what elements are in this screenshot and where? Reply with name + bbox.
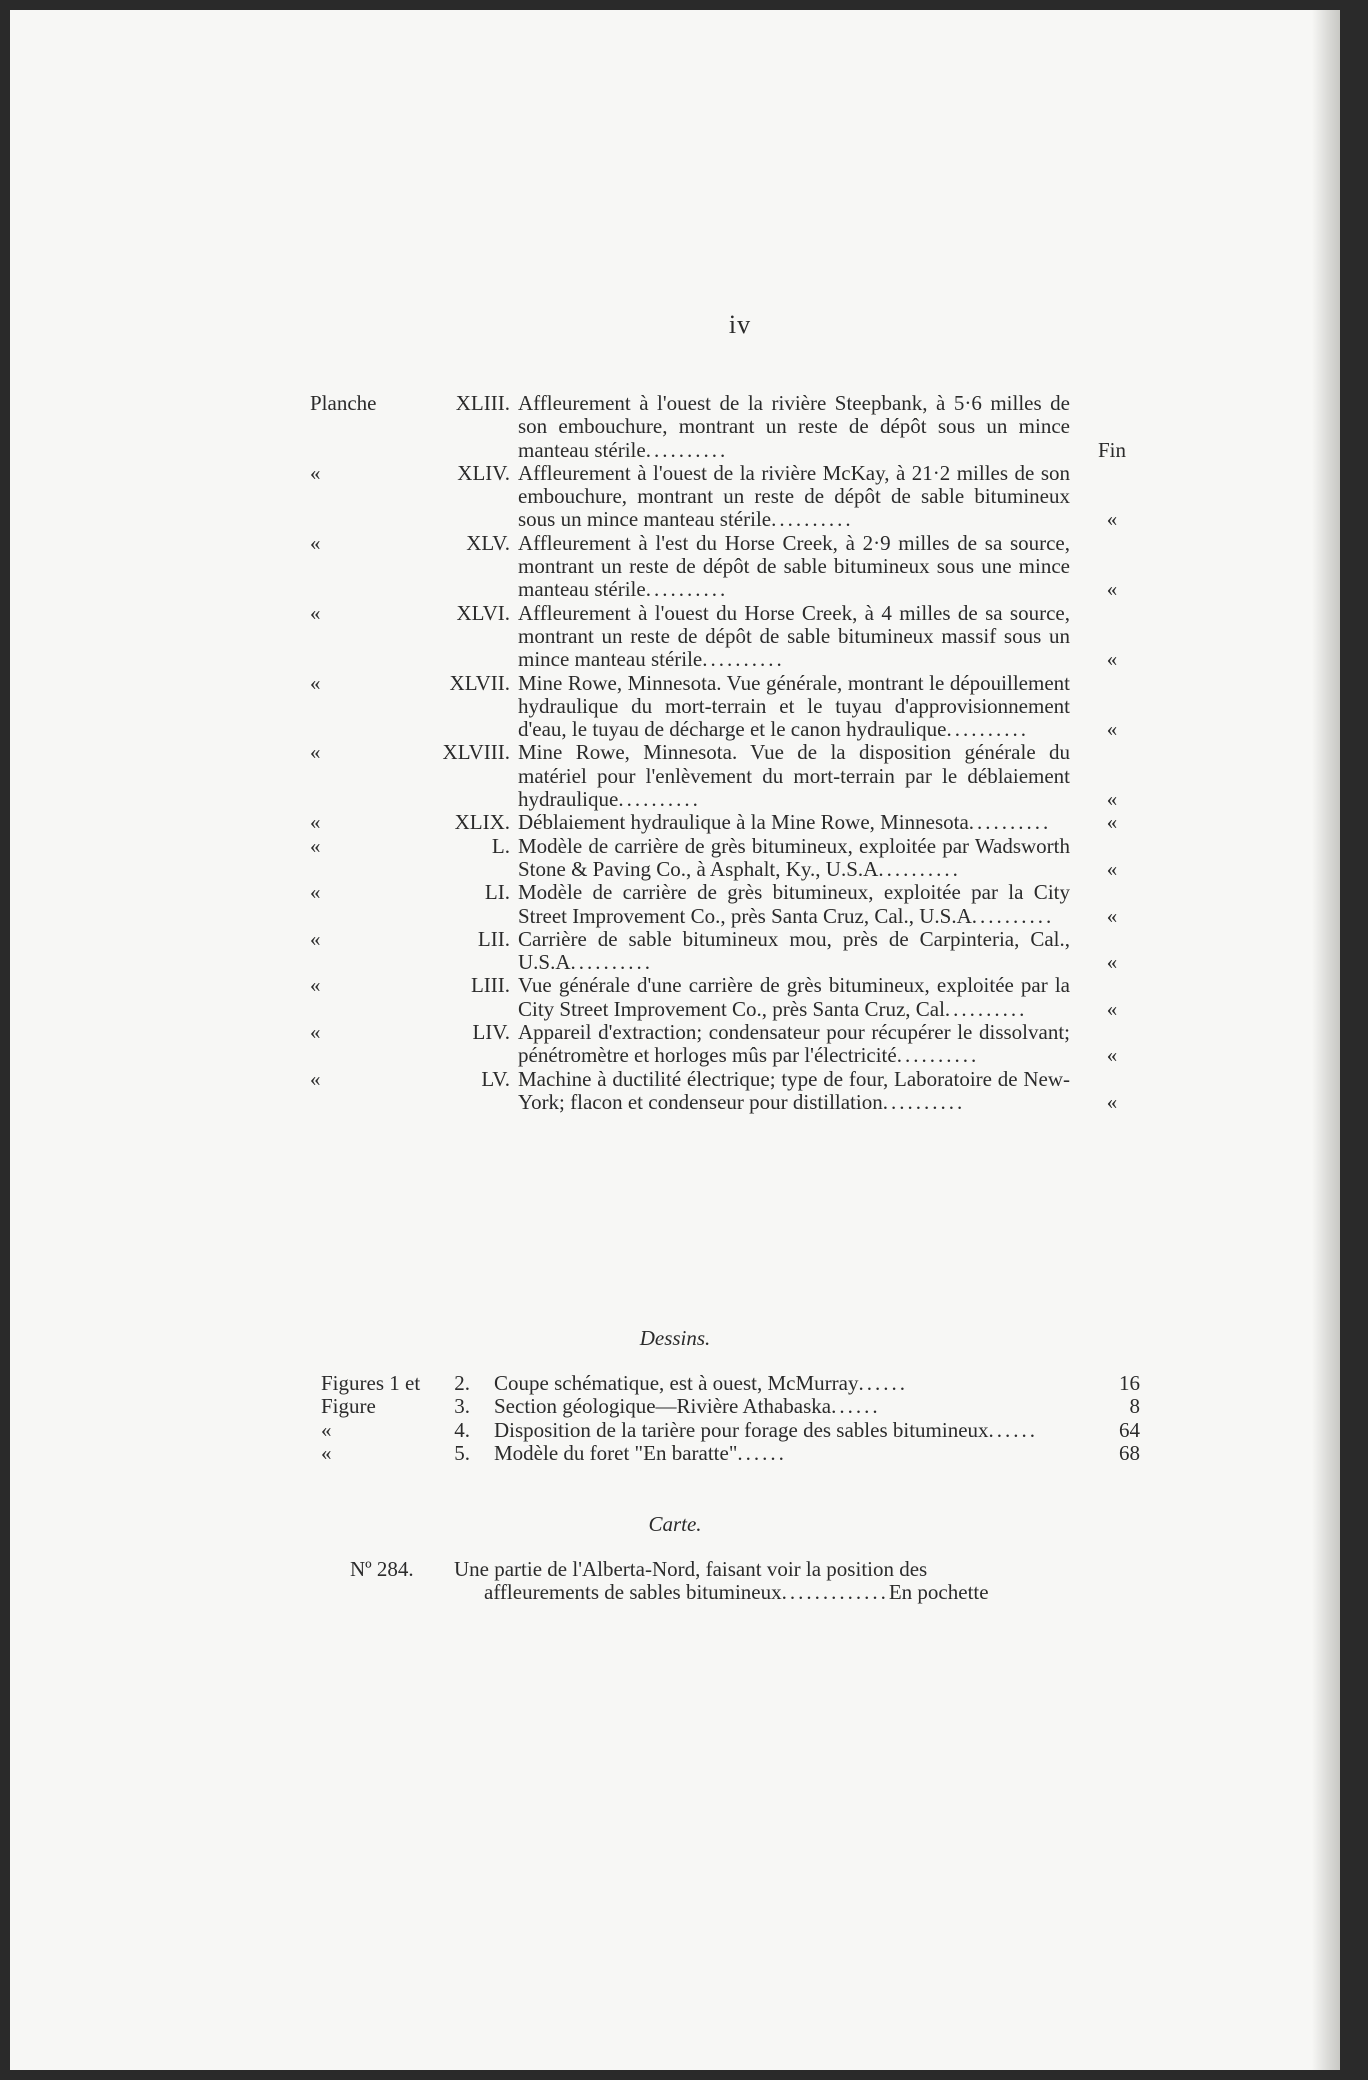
plate-description: Mine Rowe, Minnesota. Vue de la disposition générale du matériel pour l'enlèvement du mort-terrain par le déblaiement hydraulique bbox=[518, 740, 1070, 812]
figure-page: 16 bbox=[1119, 1371, 1140, 1395]
plate-entry: « LV. Machine à ductilité électrique; type de four, Laboratoire de New-York; flacon et condenseur pour distillation.......... « bbox=[10, 1068, 1070, 1115]
figure-entry: Figures 1 et 2. Coupe schématique, est à ouest, McMurray...... 16 bbox=[321, 1371, 1140, 1395]
plate-entry: Planche XLIII. Affleurement à l'ouest de la rivière Steepbank, à 5·6 milles de son embouchure, montrant un reste de dépôt sous un mince manteau stérile.......... Fin bbox=[10, 392, 1070, 462]
plate-entry: « LII. Carrière de sable bitumineux mou, près de Carpinteria, Cal., U.S.A.......... « bbox=[10, 928, 1070, 975]
plate-numeral: LIV. bbox=[472, 1020, 510, 1045]
plate-numeral: XLIV. bbox=[457, 460, 510, 485]
figure-page: 8 bbox=[1129, 1394, 1140, 1419]
plate-numeral: LIII. bbox=[470, 973, 510, 998]
figure-numeral: 4. bbox=[454, 1417, 470, 1442]
plate-numeral: XLVI. bbox=[456, 600, 510, 625]
plate-page: « bbox=[1106, 787, 1118, 812]
plates-list bbox=[10, 392, 1340, 1114]
plate-numeral: XLVII. bbox=[449, 670, 510, 695]
page-number: iv bbox=[728, 310, 752, 339]
plate-description: Affleurement à l'ouest de la rivière Steepbank, à 5·6 milles de son embouchure, montrant un reste de dépôt sous un mince manteau stérile bbox=[518, 391, 1070, 462]
plate-numeral: LV. bbox=[481, 1066, 510, 1091]
dessins-heading: Dessins. bbox=[639, 1326, 711, 1350]
plate-label: « bbox=[310, 600, 321, 625]
plate-numeral: L. bbox=[491, 833, 510, 858]
carte-label: Nº 284. bbox=[350, 1557, 414, 1581]
plate-label: « bbox=[310, 1020, 321, 1045]
plate-page: Fin bbox=[1097, 437, 1126, 462]
plate-page: « bbox=[1106, 507, 1118, 532]
plate-label: Planche bbox=[310, 391, 377, 415]
plate-page: « bbox=[1106, 810, 1118, 835]
plate-numeral: XLIX. bbox=[454, 810, 510, 835]
plate-page: « bbox=[1106, 950, 1118, 975]
figure-description: Modèle du foret "En baratte" bbox=[494, 1440, 738, 1465]
plate-page: « bbox=[1106, 996, 1118, 1021]
carte-heading: Carte. bbox=[648, 1512, 702, 1536]
figures-list bbox=[10, 1372, 1340, 1465]
plate-label: « bbox=[310, 740, 321, 765]
figure-page: 68 bbox=[1119, 1440, 1140, 1465]
plate-label: « bbox=[310, 670, 321, 695]
plate-description: Vue générale d'une carrière de grès bitumineux, exploitée par la City Street Improvement Co., près Santa Cruz, Cal bbox=[518, 973, 1070, 1021]
plate-description: Affleurement à l'ouest de la rivière McKay, à 21·2 milles de son embouchure, montrant un reste de dépôt de sable bitumineux sous un mince manteau stérile bbox=[518, 460, 1070, 532]
plate-entry: « LI. Modèle de carrière de grès bitumineux, exploitée par la City Street Improvement Co., près Santa Cruz, Cal., U.S.A.......... « bbox=[10, 881, 1070, 928]
plate-numeral: XLV. bbox=[466, 530, 510, 555]
plate-page: « bbox=[1106, 903, 1118, 928]
plate-description: Machine à ductilité électrique; type de four, Laboratoire de New-York; flacon et condenseur pour distillation bbox=[518, 1066, 1070, 1114]
figure-label: Figure bbox=[321, 1394, 376, 1419]
plate-entry: « XLIV. Affleurement à l'ouest de la rivière McKay, à 21·2 milles de son embouchure, montrant un reste de dépôt de sable bitumineux sous un mince manteau stérile.......... « bbox=[10, 462, 1070, 532]
plate-page: « bbox=[1106, 577, 1118, 602]
plate-description: Déblaiement hydraulique à la Mine Rowe, Minnesota bbox=[518, 810, 969, 835]
plate-description: Modèle de carrière de grès bitumineux, exploitée par Wadsworth Stone & Paving Co., à Asphalt, Ky., U.S.A bbox=[518, 833, 1070, 881]
plate-description: Mine Rowe, Minnesota. Vue générale, montrant le dépouillement hydraulique du mort-terrain et le tuyau d'approvisionnement d'eau, le tuyau de décharge et le canon hydraulique bbox=[518, 670, 1070, 742]
plate-page: « bbox=[1106, 717, 1118, 742]
plate-entry: « XLVII. Mine Rowe, Minnesota. Vue générale, montrant le dépouillement hydraulique du mort-terrain et le tuyau d'approvisionnement d'eau, le tuyau de décharge et le canon hydraulique.......... « bbox=[10, 672, 1070, 742]
plate-description: Affleurement à l'ouest du Horse Creek, à 4 milles de sa source, montrant un reste de dépôt de sable bitumineux massif sous un mince manteau stérile bbox=[518, 600, 1070, 672]
plate-entry: « LIII. Vue générale d'une carrière de grès bitumineux, exploitée par la City Street Improvement Co., près Santa Cruz, Cal.......... « bbox=[10, 974, 1070, 1021]
plate-numeral: XLIII. bbox=[455, 391, 510, 415]
document-page bbox=[10, 10, 1340, 2070]
plate-page: « bbox=[1106, 856, 1118, 881]
plate-description: Affleurement à l'est du Horse Creek, à 2·9 milles de sa source, montrant un reste de dépôt de sable bitumineux sous une mince manteau stérile bbox=[518, 530, 1070, 602]
plate-description: Modèle de carrière de grès bitumineux, exploitée par la City Street Improvement Co., près Santa Cruz, Cal., U.S.A bbox=[518, 880, 1070, 928]
figure-description: Disposition de la tarière pour forage des sables bitumineux bbox=[494, 1417, 989, 1442]
carte-page: En pochette bbox=[888, 1580, 989, 1605]
figure-description: Section géologique—Rivière Athabaska bbox=[494, 1394, 832, 1419]
plate-page: « bbox=[1106, 1089, 1118, 1114]
figure-entry: « 4. Disposition de la tarière pour forage des sables bitumineux...... 64 bbox=[321, 1417, 1140, 1442]
plate-label: « bbox=[310, 926, 321, 951]
figure-label: Figures 1 et bbox=[321, 1371, 421, 1395]
plate-description: Appareil d'extraction; condensateur pour récupérer le dissolvant; pénétromètre et horloges mûs par l'électricité bbox=[518, 1020, 1070, 1068]
plate-label: « bbox=[310, 833, 321, 858]
plate-entry: « XLV. Affleurement à l'est du Horse Creek, à 2·9 milles de sa source, montrant un reste de dépôt de sable bitumineux sous une mince manteau stérile.......... « bbox=[10, 532, 1070, 602]
carte-text-line2: affleurements de sables bitumineux bbox=[484, 1580, 782, 1605]
carte-text-line1: Une partie de l'Alberta-Nord, faisant voir la position des bbox=[454, 1557, 928, 1581]
figure-label: « bbox=[321, 1417, 332, 1442]
figure-entry: Figure 3. Section géologique—Rivière Athabaska...... 8 bbox=[321, 1394, 1140, 1419]
figure-description: Coupe schématique, est à ouest, McMurray bbox=[494, 1371, 859, 1395]
plate-numeral: XLVIII. bbox=[442, 740, 510, 765]
plate-page: « bbox=[1106, 647, 1118, 672]
plate-entry: « XLIX. Déblaiement hydraulique à la Mine Rowe, Minnesota.......... « bbox=[10, 811, 1070, 834]
carte-entry: Nº 284. Une partie de l'Alberta-Nord, faisant voir la position des affleurements de sables bitumineux.............En pochette bbox=[350, 1557, 989, 1605]
plate-page: « bbox=[1106, 1043, 1118, 1068]
plate-label: « bbox=[310, 530, 321, 555]
figure-label: « bbox=[321, 1440, 332, 1465]
plate-entry: « XLVIII. Mine Rowe, Minnesota. Vue de la disposition générale du matériel pour l'enlèvement du mort-terrain par le déblaiement hydraulique.......... « bbox=[10, 741, 1070, 811]
plate-numeral: LI. bbox=[484, 880, 510, 905]
figure-numeral: 5. bbox=[454, 1440, 470, 1465]
plate-label: « bbox=[310, 973, 321, 998]
plate-label: « bbox=[310, 810, 321, 835]
figure-page: 64 bbox=[1119, 1417, 1140, 1442]
plate-entry: « L. Modèle de carrière de grès bitumineux, exploitée par Wadsworth Stone & Paving Co., à Asphalt, Ky., U.S.A.......... « bbox=[10, 835, 1070, 882]
figure-entry: « 5. Modèle du foret "En baratte"...... 68 bbox=[321, 1440, 1140, 1465]
plate-label: « bbox=[310, 880, 321, 905]
figure-numeral: 3. bbox=[454, 1394, 470, 1419]
figure-numeral: 2. bbox=[454, 1371, 470, 1395]
plate-description: Carrière de sable bitumineux mou, près de Carpinteria, Cal., U.S.A bbox=[518, 926, 1070, 975]
plate-entry: « LIV. Appareil d'extraction; condensateur pour récupérer le dissolvant; pénétromètre et horloges mûs par l'électricité.......... « bbox=[10, 1021, 1070, 1068]
plate-numeral: LII. bbox=[477, 926, 510, 951]
plate-entry: « XLVI. Affleurement à l'ouest du Horse Creek, à 4 milles de sa source, montrant un reste de dépôt de sable bitumineux massif sous un mince manteau stérile.......... « bbox=[10, 602, 1070, 672]
plate-label: « bbox=[310, 1066, 321, 1091]
plate-label: « bbox=[310, 460, 321, 485]
